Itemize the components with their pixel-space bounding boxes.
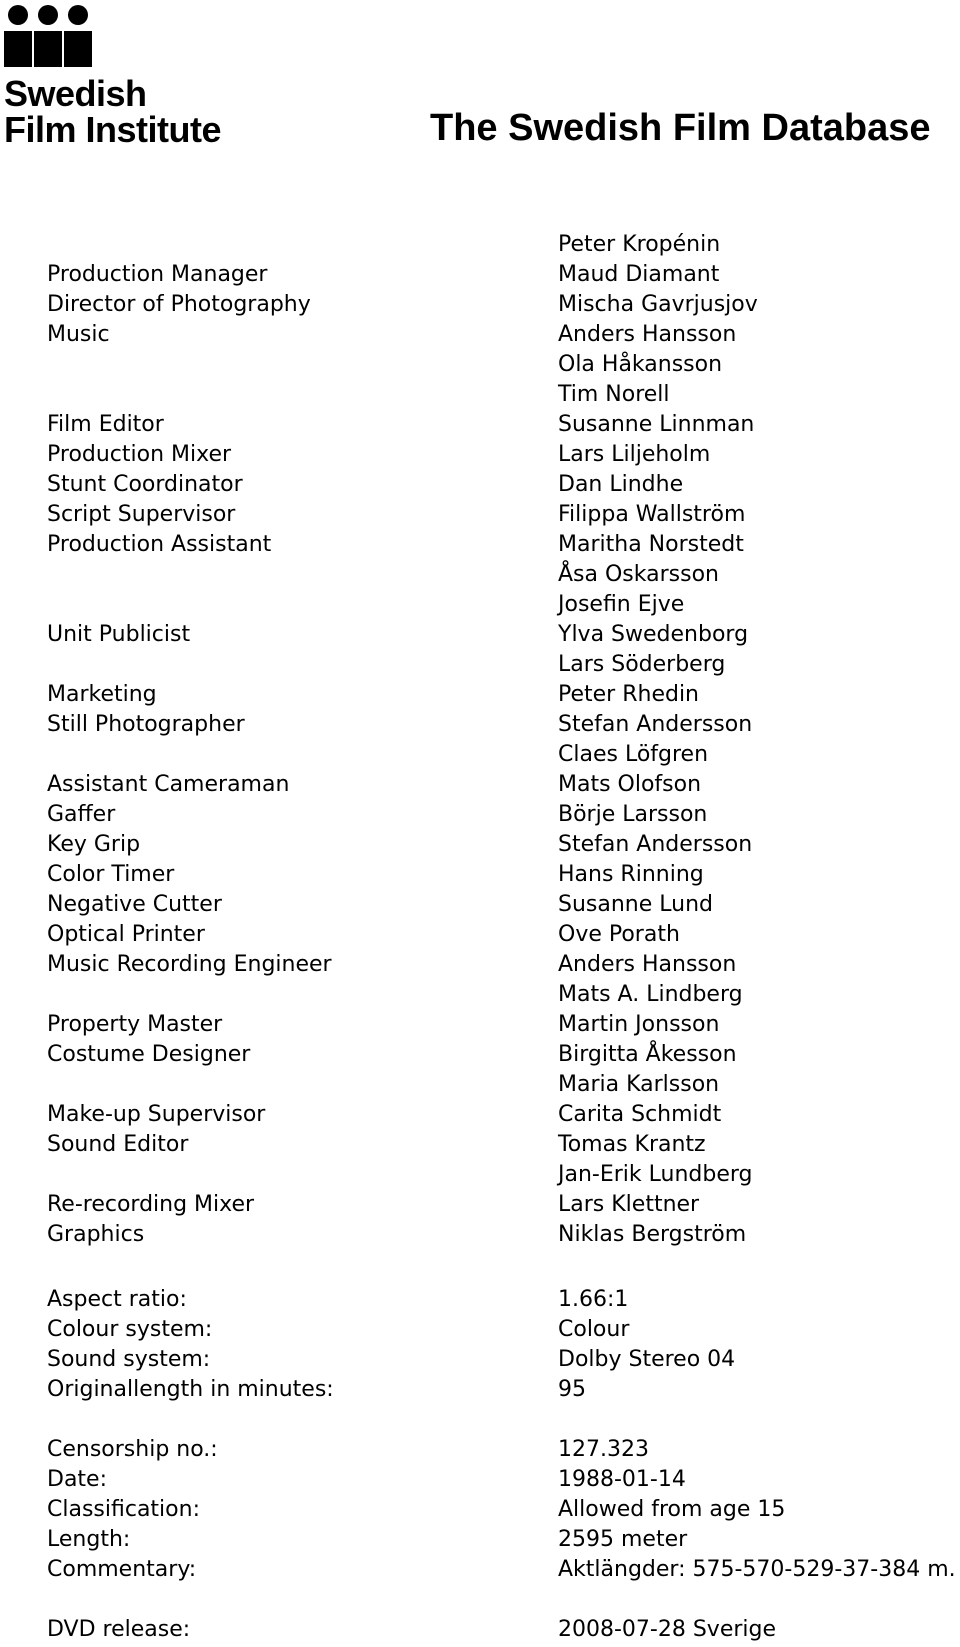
crew-row <box>0 920 960 950</box>
crew-role: Stunt Coordinator <box>47 472 243 497</box>
crew-row <box>0 1130 960 1160</box>
crew-row <box>0 1190 960 1220</box>
crew-name: Filippa Wallström <box>558 502 746 527</box>
crew-name: Lars Söderberg <box>558 652 726 677</box>
crew-name: Josefin Ejve <box>558 592 685 617</box>
technical-label: Colour system: <box>47 1317 213 1342</box>
crew-row <box>0 560 960 590</box>
logo-dots-icon <box>4 4 94 70</box>
crew-row <box>0 740 960 770</box>
crew-name: Tomas Krantz <box>558 1132 706 1157</box>
crew-role: Assistant Cameraman <box>47 772 290 797</box>
crew-name: Susanne Lund <box>558 892 713 917</box>
crew-role: Unit Publicist <box>47 622 191 647</box>
release-value: 2008-07-28 Sverige <box>558 1617 777 1642</box>
censorship-value: 127.323 <box>558 1437 649 1462</box>
crew-name: Maritha Norstedt <box>558 532 744 557</box>
crew-row <box>0 710 960 740</box>
crew-name: Lars Klettner <box>558 1192 700 1217</box>
crew-role: Production Manager <box>47 262 268 287</box>
technical-label: Sound system: <box>47 1347 211 1372</box>
crew-name: Mats Olofson <box>558 772 702 797</box>
crew-row <box>0 950 960 980</box>
crew-row <box>0 770 960 800</box>
crew-name: Hans Rinning <box>558 862 704 887</box>
censorship-label: Commentary: <box>47 1557 197 1582</box>
censorship-label: Classification: <box>47 1497 200 1522</box>
crew-row <box>0 890 960 920</box>
crew-row <box>0 980 960 1010</box>
censorship-row <box>0 1495 960 1525</box>
censorship-value: 2595 meter <box>558 1527 688 1552</box>
crew-row <box>0 680 960 710</box>
crew-role: Film Editor <box>47 412 164 437</box>
crew-name: Ola Håkansson <box>558 352 723 377</box>
technical-row <box>0 1315 960 1345</box>
crew-name: Maria Karlsson <box>558 1072 720 1097</box>
crew-row <box>0 380 960 410</box>
release-row <box>0 1615 960 1645</box>
crew-row <box>0 1040 960 1070</box>
crew-row <box>0 350 960 380</box>
crew-name: Stefan Andersson <box>558 832 753 857</box>
crew-name: Ove Porath <box>558 922 680 947</box>
crew-role: Production Mixer <box>47 442 232 467</box>
crew-row <box>0 320 960 350</box>
crew-role: Music <box>47 322 110 347</box>
crew-row <box>0 410 960 440</box>
crew-name: Anders Hansson <box>558 952 737 977</box>
technical-row <box>0 1285 960 1315</box>
crew-role: Marketing <box>47 682 157 707</box>
technical-value: Dolby Stereo 04 <box>558 1347 736 1372</box>
censorship-row <box>0 1465 960 1495</box>
crew-role: Production Assistant <box>47 532 272 557</box>
crew-name: Carita Schmidt <box>558 1102 722 1127</box>
crew-name: Jan-Erik Lundberg <box>558 1162 753 1187</box>
crew-role: Make-up Supervisor <box>47 1102 266 1127</box>
crew-row <box>0 290 960 320</box>
crew-row <box>0 860 960 890</box>
crew-role: Negative Cutter <box>47 892 222 917</box>
crew-name: Ylva Swedenborg <box>558 622 749 647</box>
censorship-row <box>0 1525 960 1555</box>
crew-row <box>0 1070 960 1100</box>
crew-name: Martin Jonsson <box>558 1012 720 1037</box>
technical-row <box>0 1375 960 1405</box>
technical-label: Originallength in minutes: <box>47 1377 334 1402</box>
crew-name: Susanne Linnman <box>558 412 755 437</box>
crew-row <box>0 650 960 680</box>
crew-row <box>0 260 960 290</box>
crew-name: Maud Diamant <box>558 262 720 287</box>
logo-wordmark-line1: Swedish <box>4 73 147 114</box>
crew-row <box>0 620 960 650</box>
crew-row <box>0 1010 960 1040</box>
censorship-value: Aktlängder: 575-570-529-37-384 m. <box>558 1557 956 1582</box>
crew-name: Stefan Andersson <box>558 712 753 737</box>
censorship-label: Censorship no.: <box>47 1437 218 1462</box>
crew-name: Mats A. Lindberg <box>558 982 743 1007</box>
crew-name: Niklas Bergström <box>558 1222 747 1247</box>
crew-role: Music Recording Engineer <box>47 952 332 977</box>
censorship-label: Length: <box>47 1527 131 1552</box>
crew-row <box>0 1220 960 1250</box>
crew-name: Claes Löfgren <box>558 742 709 767</box>
release-label: DVD release: <box>47 1617 191 1642</box>
censorship-value: 1988-01-14 <box>558 1467 686 1492</box>
crew-row <box>0 470 960 500</box>
crew-role: Key Grip <box>47 832 141 857</box>
crew-row <box>0 800 960 830</box>
crew-role: Re-recording Mixer <box>47 1192 255 1217</box>
censorship-value: Allowed from age 15 <box>558 1497 786 1522</box>
logo-wordmark-line2: Film Institute <box>4 109 221 150</box>
crew-name: Lars Liljeholm <box>558 442 711 467</box>
censorship-row <box>0 1435 960 1465</box>
crew-row <box>0 530 960 560</box>
crew-name: Peter Kropénin <box>558 232 721 257</box>
crew-row <box>0 1160 960 1190</box>
technical-value: 95 <box>558 1377 586 1402</box>
crew-name: Anders Hansson <box>558 322 737 347</box>
crew-role: Optical Printer <box>47 922 205 947</box>
crew-name: Birgitta Åkesson <box>558 1042 737 1067</box>
swedish-film-institute-logo <box>4 4 234 150</box>
crew-role: Gaffer <box>47 802 116 827</box>
crew-role: Sound Editor <box>47 1132 189 1157</box>
censorship-row <box>0 1555 960 1585</box>
crew-role: Graphics <box>47 1222 145 1247</box>
technical-value: Colour <box>558 1317 630 1342</box>
crew-row <box>0 830 960 860</box>
crew-row <box>0 590 960 620</box>
technical-row <box>0 1345 960 1375</box>
crew-role: Color Timer <box>47 862 175 887</box>
crew-row <box>0 230 960 260</box>
technical-value: 1.66:1 <box>558 1287 629 1312</box>
crew-role: Costume Designer <box>47 1042 251 1067</box>
censorship-label: Date: <box>47 1467 107 1492</box>
crew-row <box>0 440 960 470</box>
crew-row <box>0 1100 960 1130</box>
page-title: The Swedish Film Database <box>430 107 931 149</box>
crew-role: Director of Photography <box>47 292 311 317</box>
crew-role: Property Master <box>47 1012 223 1037</box>
crew-name: Börje Larsson <box>558 802 708 827</box>
technical-label: Aspect ratio: <box>47 1287 187 1312</box>
crew-name: Mischa Gavrjusjov <box>558 292 758 317</box>
crew-role: Still Photographer <box>47 712 245 737</box>
crew-row <box>0 500 960 530</box>
crew-name: Åsa Oskarsson <box>558 562 719 587</box>
crew-role: Script Supervisor <box>47 502 236 527</box>
crew-name: Peter Rhedin <box>558 682 700 707</box>
crew-name: Tim Norell <box>558 382 670 407</box>
crew-name: Dan Lindhe <box>558 472 684 497</box>
